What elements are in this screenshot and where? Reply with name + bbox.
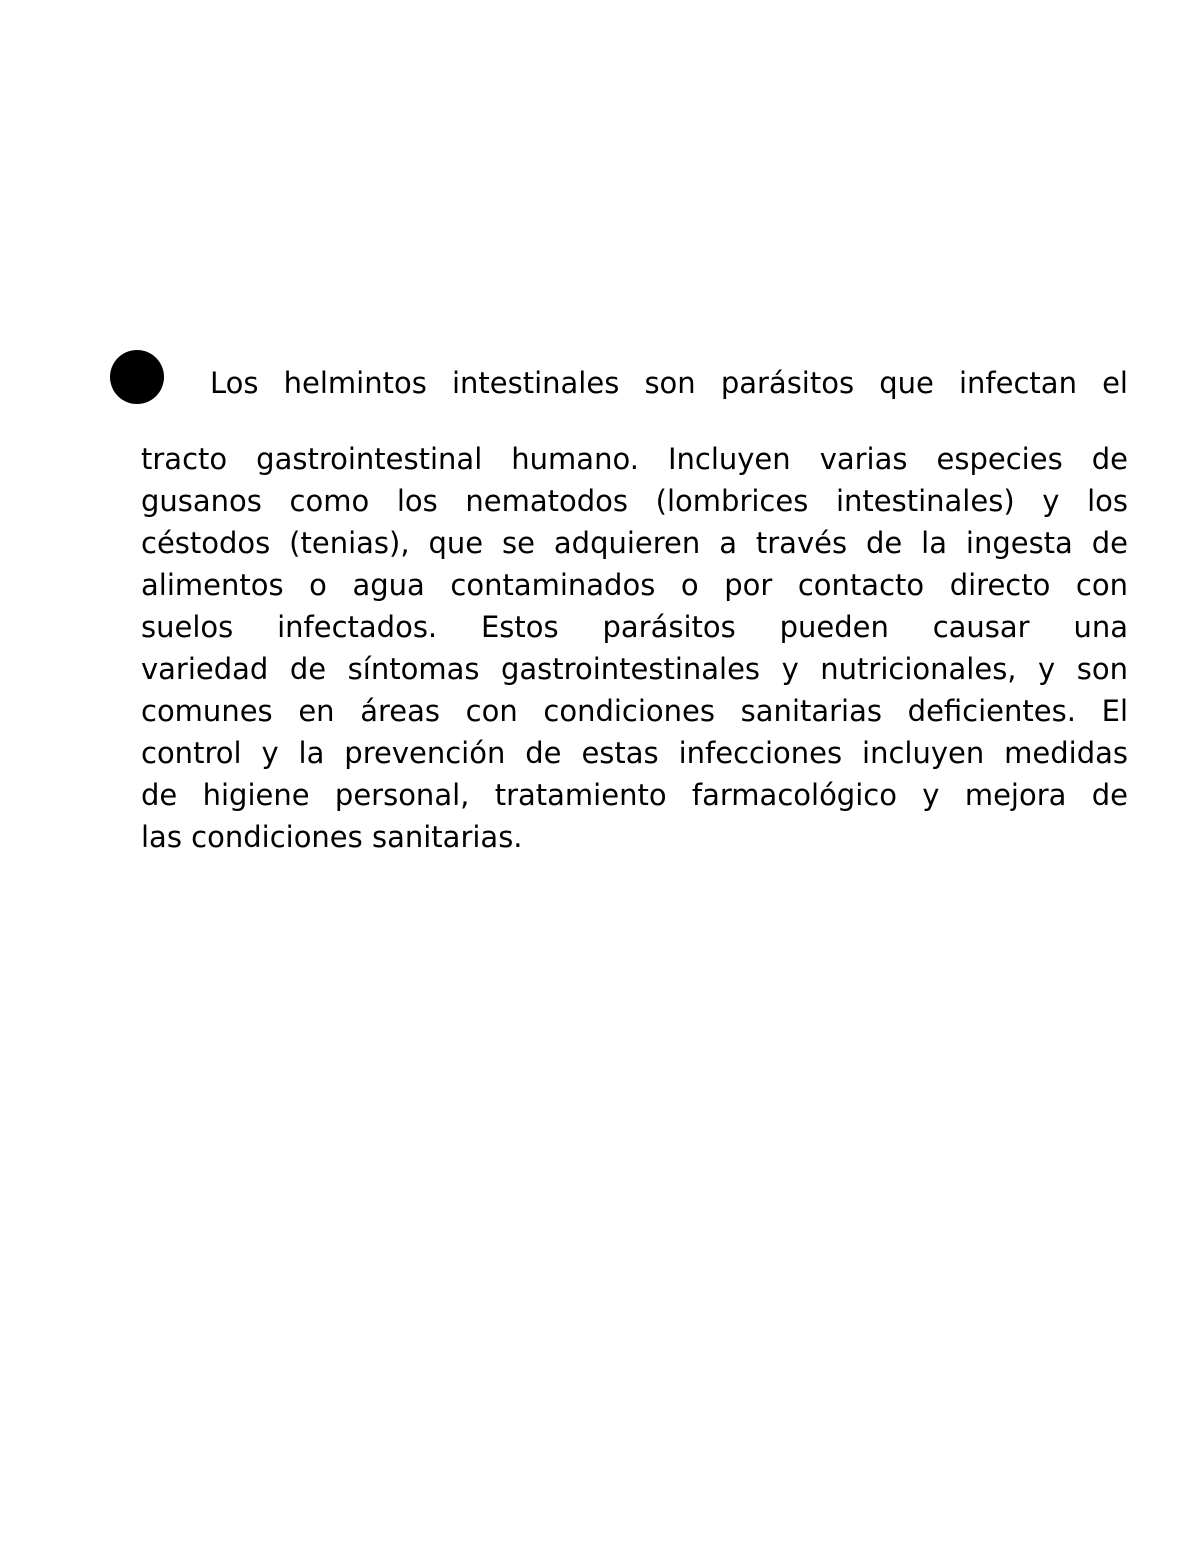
paragraph-line: las condiciones sanitarias. — [141, 820, 523, 854]
paragraph-first-line: Los helmintos intestinales son parásitos que infectan el — [210, 366, 1128, 400]
bullet-icon — [110, 350, 164, 404]
paragraph-line: céstodos (tenias), que se adquieren a través de la ingesta de — [141, 526, 1128, 560]
paragraph-line: alimentos o agua contaminados o por contacto directo con — [141, 568, 1128, 602]
paragraph-line: comunes en áreas con condiciones sanitarias deficientes. El — [141, 694, 1128, 728]
paragraph-line: control y la prevención de estas infecciones incluyen medidas — [141, 736, 1128, 770]
paragraph-line: variedad de síntomas gastrointestinales y nutricionales, y son — [141, 652, 1128, 686]
paragraph-line: tracto gastrointestinal humano. Incluyen varias especies de — [141, 442, 1128, 476]
paragraph-line: de higiene personal, tratamiento farmacológico y mejora de — [141, 778, 1128, 812]
paragraph-line: suelos infectados. Estos parásitos pueden causar una — [141, 610, 1128, 644]
paragraph-line: gusanos como los nematodos (lombrices intestinales) y los — [141, 484, 1128, 518]
